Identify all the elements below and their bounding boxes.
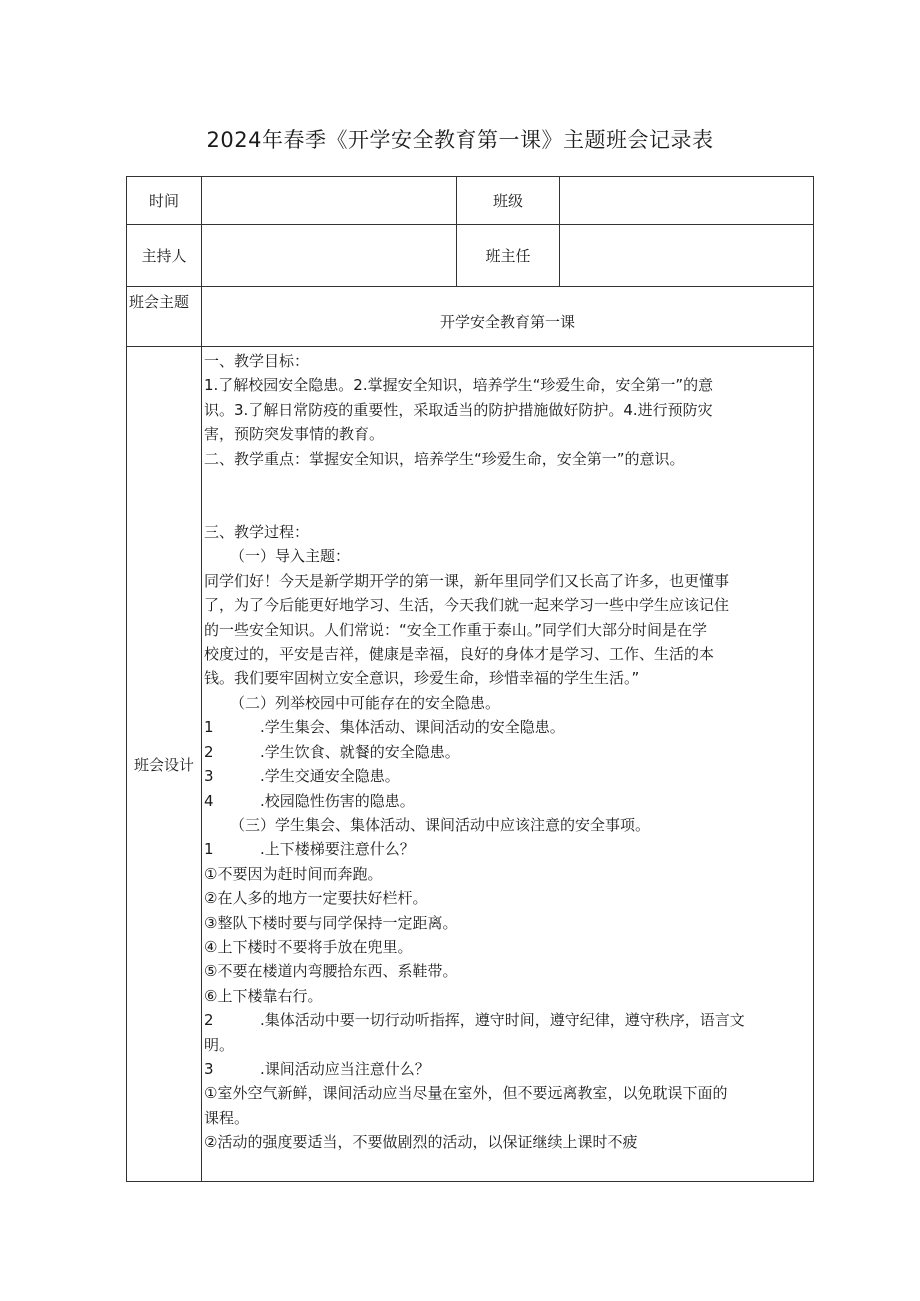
question-item: [204, 837, 811, 861]
process-heading: 三、教学过程：: [204, 523, 310, 542]
hazard-item: [204, 740, 811, 764]
teacher-value[interactable]: [560, 225, 814, 287]
teacher-label: 班主任: [457, 225, 560, 287]
key-points: 二、教学重点：掌握安全知识，培养学生“珍爱生命，安全第一”的意识。: [204, 449, 685, 468]
hazard-number: 1: [204, 718, 214, 737]
hazard-text: .学生饮食、就餐的安全隐患。: [260, 742, 460, 761]
intro-line: 同学们好！今天是新学期开学的第一课，新年里同学们又长高了许多，也更懂事: [204, 571, 730, 590]
stairs-rule: ④上下楼时不要将手放在兜里。: [204, 937, 413, 956]
row-topic: [127, 287, 814, 347]
page-title: 2024年春季《开学安全教育第一课》主题班会记录表: [206, 128, 714, 152]
objectives-line: 害，预防突发事情的教育。: [204, 425, 385, 444]
break-advice-line: ①室外空气新鲜，课间活动应当尽量在室外，但不要远离教室，以免耽误下面的: [204, 1084, 728, 1103]
hazard-number: 3: [204, 767, 214, 786]
question-text: .课间活动应当注意什么？: [260, 1059, 430, 1078]
break-advice-line: ②活动的强度要适当，不要做剧烈的活动，以保证继续上课时不疲: [204, 1133, 638, 1152]
design-content[interactable]: [202, 347, 814, 1182]
hazard-number: 2: [204, 742, 214, 761]
host-value[interactable]: [202, 225, 457, 287]
question-text: .集体活动中要一切行动听指挥，遵守时间，遵守纪律，遵守秩序，语言文: [260, 1011, 745, 1030]
hazard-item: [204, 764, 811, 788]
intro-line: 了，为了今后能更好地学习、生活，今天我们就一起来学习一些中学生应该记住: [204, 596, 730, 615]
stairs-rule: ⑤不要在楼道内弯腰拾东西、系鞋带。: [204, 962, 458, 981]
break-advice-line: 课程。: [204, 1108, 250, 1127]
design-label: 班会设计: [127, 347, 202, 1182]
hazards-heading: （二）列举校园中可能存在的安全隐患。: [230, 693, 501, 712]
question-number: 1: [204, 840, 214, 859]
record-table: [126, 176, 814, 1182]
hazard-text: .校园隐性伤害的隐患。: [260, 791, 415, 810]
question-text: .上下楼梯要注意什么？: [260, 840, 415, 859]
hazard-text: .学生集会、集体活动、课间活动的安全隐患。: [260, 718, 565, 737]
question-number: 3: [204, 1059, 214, 1078]
class-label: 班级: [457, 177, 560, 225]
row-host-teacher: [127, 225, 814, 287]
stairs-rule: ⑥上下楼靠右行。: [204, 986, 323, 1005]
hazard-number: 4: [204, 791, 214, 810]
stairs-rule: ②在人多的地方一定要扶好栏杆。: [204, 889, 428, 908]
topic-label: 班会主题: [127, 287, 202, 347]
hazard-item: [204, 789, 811, 813]
question-item: [204, 1008, 811, 1032]
spacer: [204, 471, 811, 520]
time-label: 时间: [127, 177, 202, 225]
class-value[interactable]: [560, 177, 814, 225]
precautions-heading: （三）学生集会、集体活动、课间活动中应该注意的安全事项。: [230, 815, 651, 834]
intro-line: 的一些安全知识。人们常说：“安全工作重于泰山。”同学们大部分时间是在学: [204, 620, 708, 639]
hazard-item: [204, 715, 811, 739]
topic-value[interactable]: 开学安全教育第一课: [202, 287, 814, 347]
question-item: [204, 1057, 811, 1081]
intro-line: 校度过的，平安是吉祥，健康是幸福，良好的身体才是学习、工作、生活的本: [204, 645, 715, 664]
objectives-heading: 一、教学目标：: [204, 352, 310, 370]
row-design: [127, 347, 814, 1182]
stairs-rule: ③整队下楼时要与同学保持一定距离。: [204, 913, 458, 932]
question-continuation: 明。: [204, 1035, 235, 1054]
stairs-rule: ①不要因为赶时间而奔跑。: [204, 864, 383, 883]
question-number: 2: [204, 1011, 214, 1030]
objectives-line: 1.了解校园安全隐患。2.掌握安全知识，培养学生“珍爱生命，安全第一”的意: [204, 376, 714, 395]
host-label: 主持人: [127, 225, 202, 287]
intro-heading: （一）导入主题：: [230, 547, 351, 566]
time-value[interactable]: [202, 177, 457, 225]
row-time-class: [127, 177, 814, 225]
hazard-text: .学生交通安全隐患。: [260, 767, 400, 786]
objectives-line: 识。3.了解日常防疫的重要性，采取适当的防护措施做好防护。4.进行预防灾: [204, 400, 713, 419]
intro-line: 钱。我们要牢固树立安全意识，珍爱生命，珍惜幸福的学生生活。”: [204, 669, 640, 688]
